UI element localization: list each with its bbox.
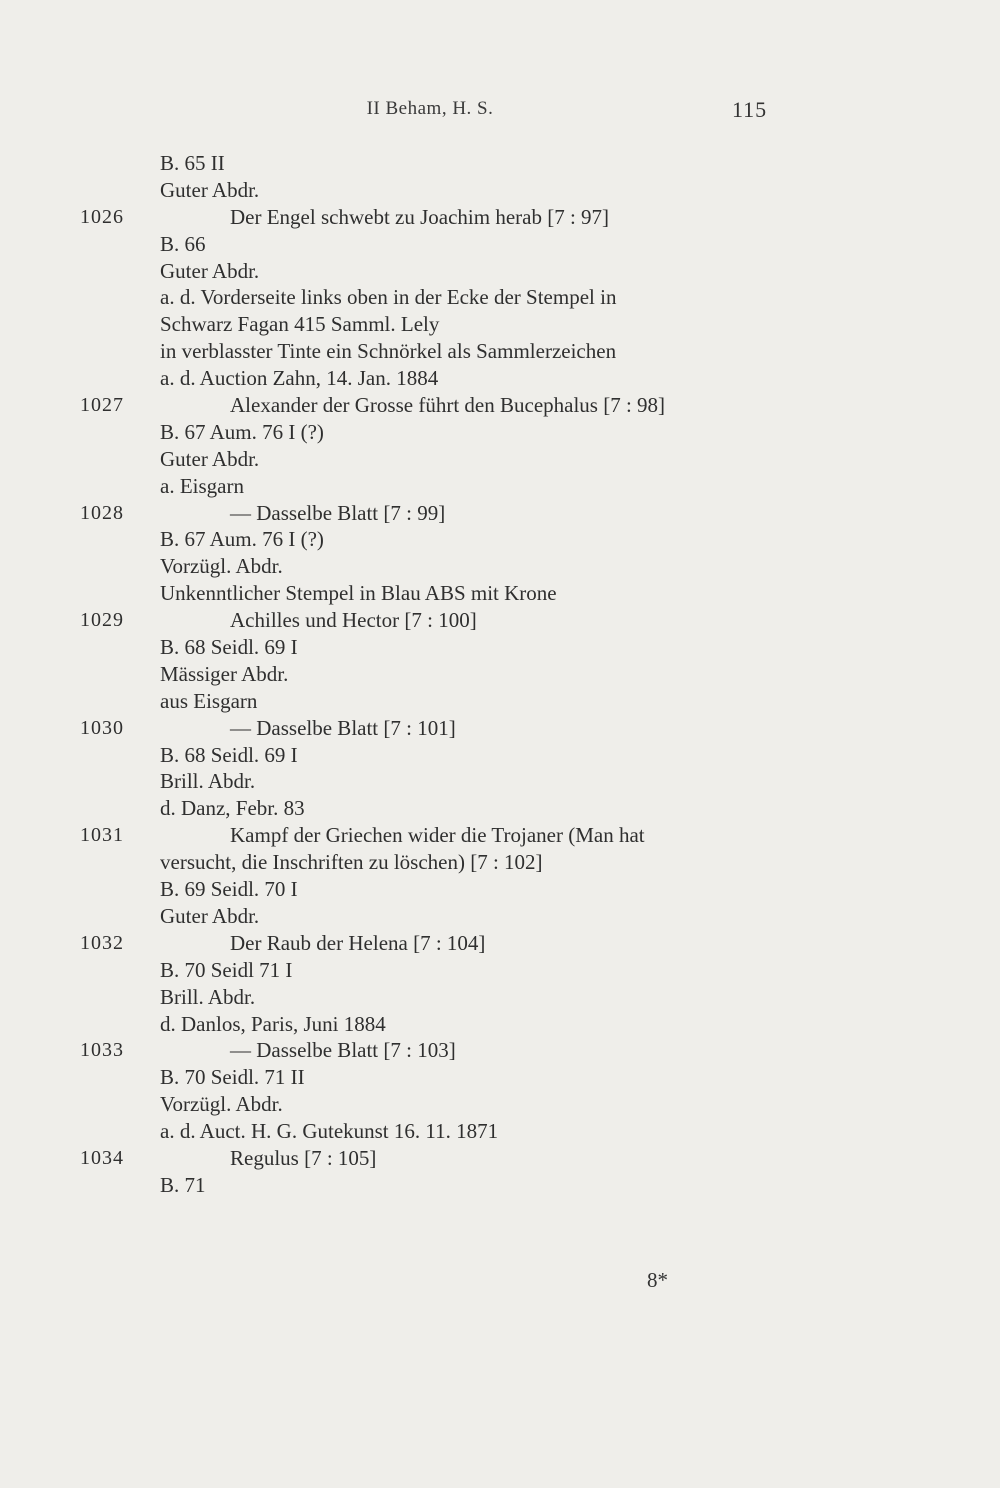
catalog-entry-detail-line: [0, 526, 1000, 553]
catalog-entry-detail-line: [0, 849, 1000, 876]
entry-text: a. d. Auction Zahn, 14. Jan. 1884: [160, 366, 439, 391]
catalog-number: 1027: [80, 394, 124, 417]
catalog-entry-title-line: [0, 1145, 1000, 1172]
entry-text: Mässiger Abdr.: [160, 661, 289, 686]
catalog-entry-detail-line: [0, 338, 1000, 365]
catalog-number: 1033: [80, 1039, 124, 1062]
entry-text: Guter Abdr.: [160, 903, 260, 928]
catalog-entry-title-line: [0, 1037, 1000, 1064]
catalog-number: 1032: [80, 931, 124, 954]
catalog-entry-detail-line: [0, 661, 1000, 688]
entry-text: Regulus [7 : 105]: [230, 1145, 377, 1170]
running-head: II Beham, H. S.: [366, 98, 494, 119]
entry-text: B. 65 II: [160, 151, 225, 175]
catalog-number: 1031: [80, 824, 124, 847]
catalog-entry-detail-line: [0, 957, 1000, 984]
catalog-entry-detail-line: [0, 1118, 1000, 1145]
entry-text: Alexander der Grosse führt den Bucephalus [7 : 98]: [230, 393, 666, 418]
catalog-entry-detail-line: [0, 795, 1000, 822]
catalog-entry-detail-line: [0, 742, 1000, 769]
catalog-entry-title-line: [0, 715, 1000, 742]
catalog-number: 1034: [80, 1146, 124, 1169]
entry-text: versucht, die Inschriften zu löschen) [7 : 102]: [160, 850, 543, 875]
catalog-entry-detail-line: [0, 984, 1000, 1011]
entry-text: in verblasster Tinte ein Schnörkel als Sammlerzeichen: [160, 339, 617, 364]
sheet-signature: 8*: [647, 1268, 668, 1292]
catalog-entry-title-line: [0, 500, 1000, 527]
entry-text: B. 69 Seidl. 70 I: [160, 877, 298, 902]
entry-text: Kampf der Griechen wider die Trojaner (Man hat: [230, 823, 645, 848]
catalog-entry-detail-line: [0, 258, 1000, 285]
entry-text: Achilles und Hector [7 : 100]: [230, 608, 477, 633]
entry-text: a. d. Auct. H. G. Gutekunst 16. 11. 1871: [160, 1119, 499, 1144]
catalog-entry-detail-line: [0, 1091, 1000, 1118]
entry-text: B. 67 Aum. 76 I (?): [160, 527, 324, 552]
entry-text: Schwarz Fagan 415 Samml. Lely: [160, 312, 440, 337]
entry-text: B. 71: [160, 1172, 206, 1197]
catalog-entry-detail-line: [0, 177, 1000, 204]
catalog-number: 1030: [80, 716, 124, 739]
catalog-entry-detail-line: [0, 688, 1000, 715]
entry-text: B. 70 Seidl. 71 II: [160, 1065, 305, 1090]
catalog-entry-detail-line: [0, 634, 1000, 661]
catalog-number: 1026: [80, 205, 124, 228]
entry-text: — Dasselbe Blatt [7 : 103]: [230, 1038, 456, 1063]
entry-text: B. 68 Seidl. 69 I: [160, 635, 298, 660]
catalog-entry-title-line: [0, 607, 1000, 634]
entry-text: Vorzügl. Abdr.: [160, 1092, 283, 1117]
entry-text: Brill. Abdr.: [160, 984, 256, 1009]
entry-text: B. 70 Seidl 71 I: [160, 957, 293, 982]
catalog-number: 1029: [80, 609, 124, 632]
entry-text: Guter Abdr.: [160, 446, 260, 471]
catalog-entry-detail-line: [0, 876, 1000, 903]
entry-text: Vorzügl. Abdr.: [160, 554, 283, 579]
entry-text: Unkenntlicher Stempel in Blau ABS mit Krone: [160, 581, 557, 606]
entry-text: Der Raub der Helena [7 : 104]: [230, 930, 486, 955]
catalog-entry-detail-line: [0, 419, 1000, 446]
catalog-entry-detail-line: [0, 1172, 1000, 1199]
catalog-entry-detail-line: [0, 473, 1000, 500]
catalog-entry-title-line: [0, 822, 1000, 849]
catalog-number: 1028: [80, 501, 124, 524]
entry-text: Brill. Abdr.: [160, 769, 256, 794]
catalog-entry-detail-line: [0, 580, 1000, 607]
catalog-entry-detail-line: [0, 768, 1000, 795]
catalog-entry-detail-line: [0, 1064, 1000, 1091]
entry-text: Guter Abdr.: [160, 177, 260, 202]
entry-text: d. Danlos, Paris, Juni 1884: [160, 1011, 386, 1036]
entry-text: a. d. Vorderseite links oben in der Ecke der Stempel in: [160, 285, 617, 310]
catalog-entry-detail-line: [0, 553, 1000, 580]
catalog-entry-title-line: [0, 392, 1000, 419]
entry-text: a. Eisgarn: [160, 473, 244, 498]
catalog-entry-detail-line: [0, 1011, 1000, 1038]
catalog-entry-detail-line: [0, 311, 1000, 338]
entry-text: Guter Abdr.: [160, 258, 260, 283]
catalog-entry-title-line: [0, 930, 1000, 957]
entry-text: B. 68 Seidl. 69 I: [160, 742, 298, 767]
catalog-entries: [0, 150, 1000, 1199]
catalog-entry-title-line: [0, 204, 1000, 231]
entry-text: — Dasselbe Blatt [7 : 101]: [230, 715, 456, 740]
entry-text: d. Danz, Febr. 83: [160, 796, 305, 821]
page-number: 115: [732, 97, 768, 122]
entry-text: B. 66: [160, 231, 206, 256]
catalog-entry-detail-line: [0, 284, 1000, 311]
entry-text: — Dasselbe Blatt [7 : 99]: [230, 500, 446, 525]
entry-text: B. 67 Aum. 76 I (?): [160, 419, 324, 444]
entry-text: Der Engel schwebt zu Joachim herab [7 : 97]: [230, 204, 610, 229]
catalog-entry-detail-line: [0, 903, 1000, 930]
catalog-entry-detail-line: [0, 231, 1000, 258]
catalog-entry-detail-line: [0, 150, 1000, 177]
catalog-entry-detail-line: [0, 446, 1000, 473]
catalog-entry-detail-line: [0, 365, 1000, 392]
entry-text: aus Eisgarn: [160, 688, 258, 713]
